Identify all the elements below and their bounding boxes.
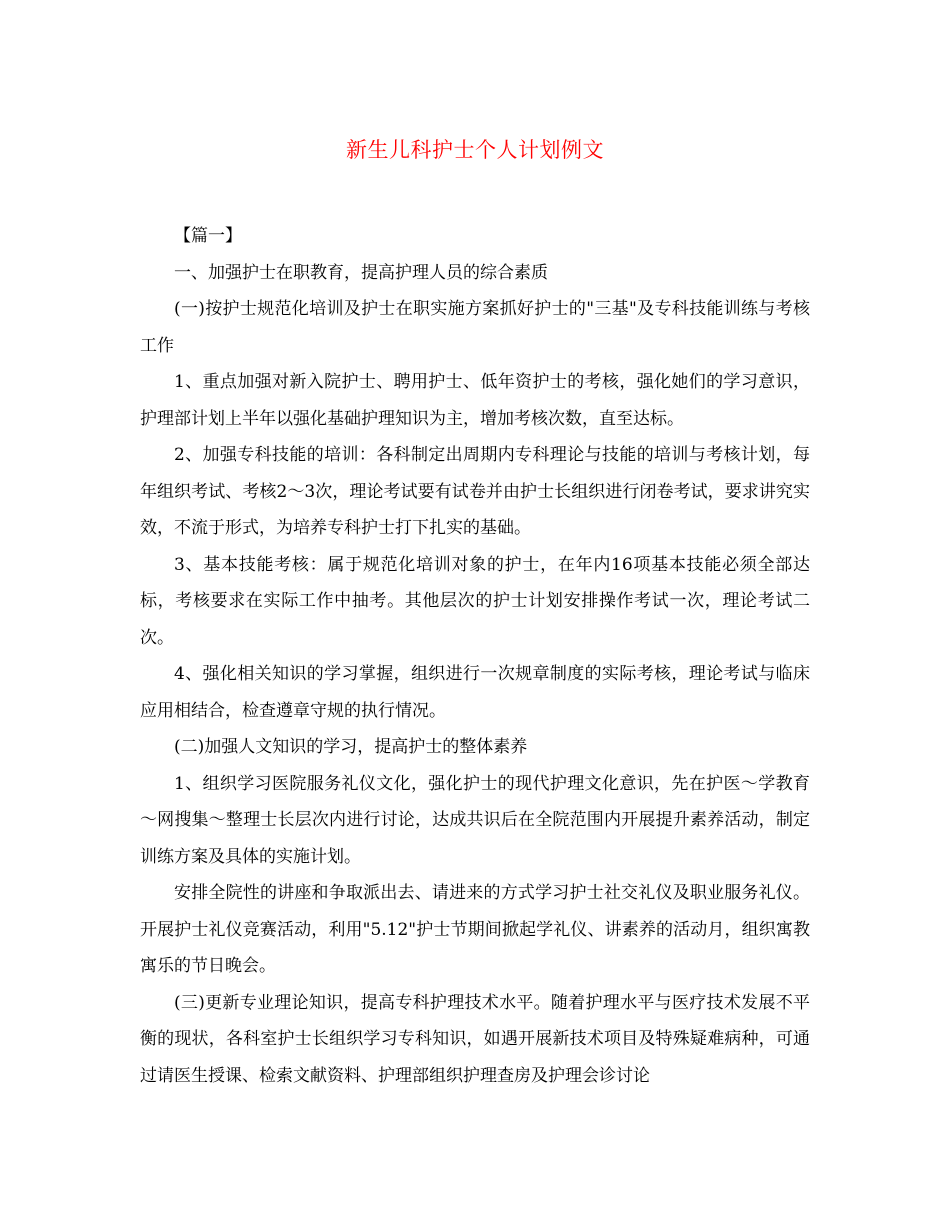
- document-title: 新生儿科护士个人计划例文: [346, 138, 604, 162]
- paragraph: (一)按护士规范化培训及护士在职实施方案抓好护士的"三基"及专科技能训练与考核工作: [140, 299, 810, 356]
- paragraph: 1、重点加强对新入院护士、聘用护士、低年资护士的考核，强化她们的学习意识，护理部计划上半年以强化基础护理知识为主，增加考核次数，直至达标。: [140, 372, 810, 429]
- section-heading-pian-yi: 【篇一】: [174, 226, 242, 246]
- paragraph: (三)更新专业理论知识，提高专科护理技术水平。随着护理水平与医疗技术发展不平衡的现状，各科室护士长组织学习专科知识，如遇开展新技术项目及特殊疑难病种，可通过请医生授课、检索文献资料、护理部组织护理查房及护理会诊讨论: [140, 992, 810, 1086]
- paragraph: (二)加强人文知识的学习，提高护士的整体素养: [174, 737, 528, 757]
- document-body: [140, 218, 810, 1094]
- paragraph: 3、基本技能考核：属于规范化培训对象的护士，在年内16项基本技能必须全部达标，考核要求在实际工作中抽考。其他层次的护士计划安排操作考试一次，理论考试二次。: [140, 554, 810, 648]
- paragraph: 安排全院性的讲座和争取派出去、请进来的方式学习护士社交礼仪及职业服务礼仪。开展护士礼仪竞赛活动，利用"5.12"护士节期间掀起学礼仪、讲素养的活动月，组织寓教寓乐的节日晚会。: [140, 883, 810, 976]
- paragraph: 一、加强护士在职教育，提高护理人员的综合素质: [174, 262, 548, 283]
- paragraph: 4、强化相关知识的学习掌握，组织进行一次规章制度的实际考核，理论考试与临床应用相结合，检查遵章守规的执行情况。: [140, 664, 810, 721]
- paragraph: 2、加强专科技能的培训：各科制定出周期内专科理论与技能的培训与考核计划，每年组织考试、考核2～3次，理论考试要有试卷并由护士长组织进行闭卷考试，要求讲究实效，不流于形式，为培养专科护士打下扎实的基础。: [140, 445, 810, 538]
- paragraph: 1、组织学习医院服务礼仪文化，强化护士的现代护理文化意识，先在护医～学教育～网搜集～整理士长层次内进行讨论，达成共识后在全院范围内开展提升素养活动，制定训练方案及具体的实施计划。: [140, 773, 810, 867]
